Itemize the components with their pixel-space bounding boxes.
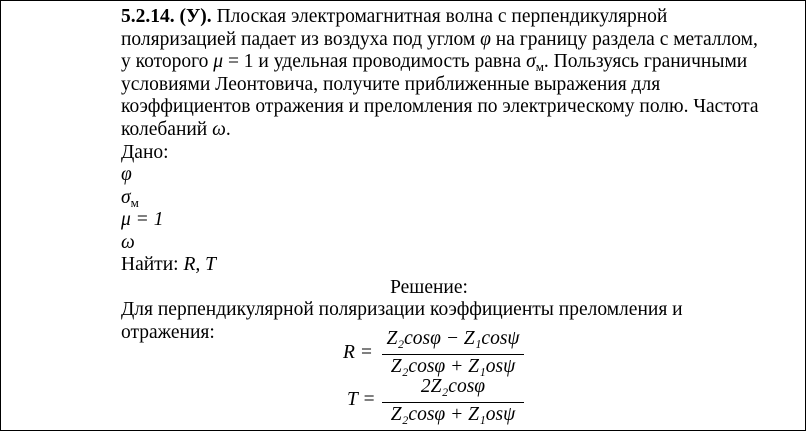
problem-line-5: коэффициентов отражения и преломления по электрическому полю. Частота [121, 96, 759, 118]
formula-R-numerator: Z₂cosφ − Z₁cosψ [386, 328, 520, 349]
problem-line-6: колебаний ω. [121, 118, 231, 140]
problem-line-1: 5.2.14. (У). Плоская электромагнитная волна с перпендикулярной [121, 6, 668, 27]
find-line: Найти: R, T [121, 254, 216, 276]
formula-T-numerator: 2Z₂cosφ [420, 376, 486, 397]
problem-line-4: условиями Леонтовича, получите приближенные выражения для [121, 73, 661, 95]
mu-symbol: μ [213, 51, 224, 73]
problem-line-3: у которого μ = 1 и удельная проводимость равна $\sigma_м$. Пользуясь граничными [121, 51, 748, 75]
given-sigma: $\sigma_м$ [121, 186, 139, 210]
sigma-symbol: σ [526, 51, 536, 73]
omega-symbol: ω [212, 118, 226, 140]
given-phi: φ [121, 164, 132, 186]
find-vars: R, T [183, 254, 216, 276]
formula-T-lhs: T = [347, 389, 376, 410]
solution-para-1: Для перпендикулярной поляризации коэффициенты преломления и [121, 299, 683, 321]
formula-R-denominator: Z₂cosφ + Z₁osψ [390, 356, 516, 377]
given-mu: μ = 1 [121, 209, 164, 231]
given-title: Дано: [121, 141, 169, 163]
problem-line-2: поляризацией падает из воздуха под углом φ на границу раздела с металлом, [121, 28, 758, 50]
solution-title: Решение: [390, 276, 468, 298]
formula-R-lhs: R = [343, 342, 373, 363]
solution-para-2: отражения: [121, 321, 215, 343]
phi-symbol: φ [480, 28, 491, 50]
formula-T-denominator: Z₂cosφ + Z₁osψ [390, 404, 516, 425]
problem-number: 5.2.14. (У). [121, 6, 212, 27]
given-omega: ω [121, 231, 135, 253]
